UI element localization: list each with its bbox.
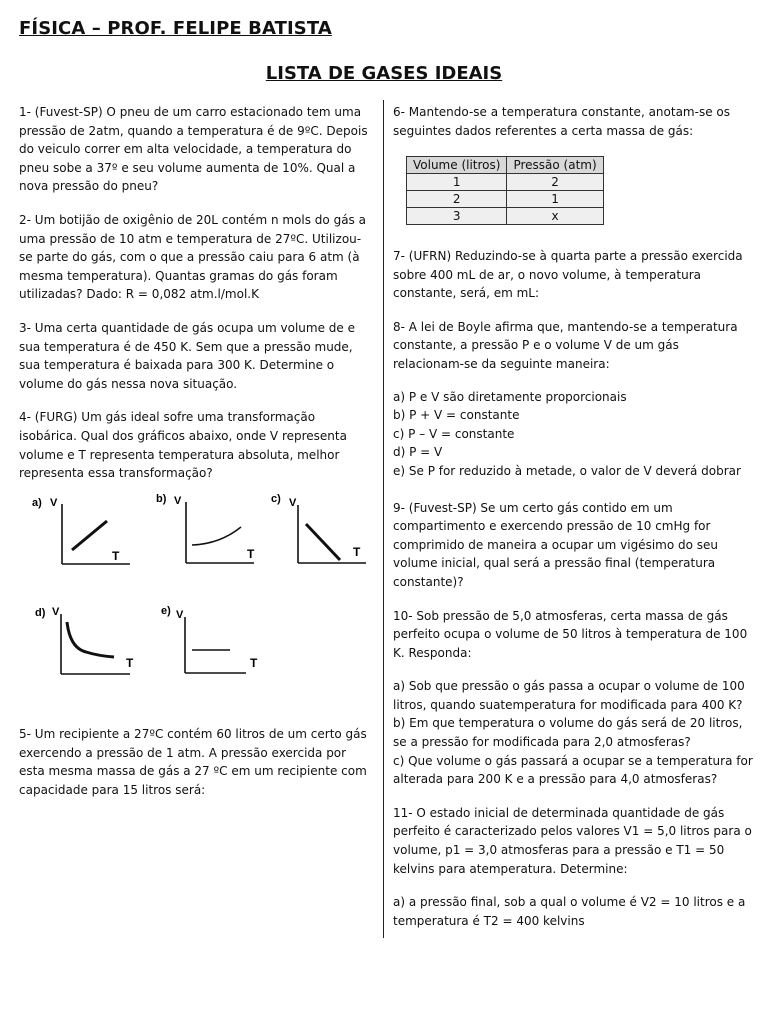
question-11-a: a) a pressão final, sob a qual o volume é V2 = 10 litros e a temperatura é T2 = 400 kelvins bbox=[393, 895, 746, 928]
table-cell: 1 bbox=[407, 174, 507, 191]
option-a: a) P e V são diretamente proporcionais bbox=[393, 389, 627, 404]
graph-c bbox=[268, 490, 378, 575]
pv-table bbox=[406, 156, 604, 225]
graph-e-axis-v: V bbox=[176, 609, 184, 621]
graph-d-axis-t: T bbox=[126, 656, 134, 670]
item-c: c) Que volume o gás passará a ocupar se a temperatura for alterada para 200 K e a pressão para 4,0 atmosferas? bbox=[393, 753, 753, 787]
question-5-block bbox=[19, 725, 374, 799]
option-b: b) P + V = constante bbox=[393, 408, 520, 423]
graph-b-axis-t: T bbox=[247, 547, 255, 561]
graph-c-label: c) bbox=[271, 493, 281, 505]
table-header: Volume (litros) bbox=[407, 157, 507, 174]
question-5: 5- Um recipiente a 27ºC contém 60 litros de um certo gás exercendo a pressão de 1 atm. A pressão exercida por esta mesma massa de gás a 27 ºC em um recipiente com capacidade para 15 litros será: bbox=[19, 727, 367, 797]
table-cell: x bbox=[507, 208, 603, 225]
graph-e bbox=[158, 600, 268, 685]
graph-e-label: e) bbox=[161, 605, 171, 617]
pv-table-header-row bbox=[407, 157, 604, 174]
graph-c-axis-t: T bbox=[353, 545, 361, 559]
table-cell: 2 bbox=[407, 191, 507, 208]
graph-a-label: a) bbox=[32, 497, 42, 509]
graph-d-label: d) bbox=[35, 607, 46, 619]
question-6: 6- Mantendo-se a temperatura constante, anotam-se os seguintes dados referentes a certa massa de gás: bbox=[393, 105, 730, 138]
table-header: Pressão (atm) bbox=[507, 157, 603, 174]
graph-a bbox=[30, 492, 140, 577]
graph-d bbox=[34, 600, 144, 685]
graph-b-axis-v: V bbox=[174, 495, 182, 507]
question-2: 2- Um botijão de oxigênio de 20L contém n mols do gás a uma pressão de 10 atm e temperatura de 27ºC. Utilizou-se parte do gás, com o que a pressão caiu para 6 atm (à mesma temperatura). Quantas gramas do gás foram utilizadas? Dado: R = 0,082 atm.l/mol.K bbox=[19, 212, 366, 302]
table-cell: 2 bbox=[507, 174, 603, 191]
table-row bbox=[407, 174, 604, 191]
question-1: 1- (Fuvest-SP) O pneu de um carro estacionado tem uma pressão de 2atm, quando a temperatura é de 9ºC. Depois do veiculo correr em alta velocidade, a temperatura do pneu sobe a 37º e seu volume aumenta de 10%. Qual a nova pressão do pneu? bbox=[19, 105, 368, 194]
question-8: 8- A lei de Boyle afirma que, mantendo-se a temperatura constante, a pressão P e o volume V de um gás relacionam-se da seguinte maneira: bbox=[393, 319, 738, 371]
graph-c-axis-v: V bbox=[289, 497, 297, 509]
graph-b-label: b) bbox=[156, 493, 167, 505]
table-cell: 1 bbox=[507, 191, 603, 208]
column-divider bbox=[383, 100, 384, 938]
graph-d-axis-v: V bbox=[52, 606, 60, 618]
question-10-items bbox=[393, 677, 753, 789]
course-title: FÍSICA – PROF. FELIPE BATISTA bbox=[19, 18, 332, 39]
table-row bbox=[407, 208, 604, 225]
graph-e-axis-t: T bbox=[250, 656, 258, 670]
question-9: 9- (Fuvest-SP) Se um certo gás contido em um compartimento e exercendo pressão de 10 cmHg for comprimido de maneira a ocupar um vigésimo do seu volume inicial, qual será a pressão final (temperatura constante)? bbox=[393, 500, 719, 589]
item-b: b) Em que temperatura o volume do gás será de 20 litros, se a pressão for modificada para 2,0 atmosferas? bbox=[393, 716, 743, 750]
question-8-options bbox=[393, 388, 753, 481]
question-11: 11- O estado inicial de determinada quantidade de gás perfeito é caracterizado pelos valores V1 = 5,0 litros para o volume, p1 = 3,0 atmosferas para a pressão e T1 = 50 kelvins para atemperatura. Determine: bbox=[393, 805, 752, 876]
graph-a-axis-v: V bbox=[50, 497, 58, 509]
option-d: d) P = V bbox=[393, 445, 443, 460]
graph-b bbox=[155, 490, 265, 575]
option-e: e) Se P for reduzido à metade, o valor de V deverá dobrar bbox=[393, 463, 741, 478]
graph-a-axis-t: T bbox=[112, 549, 120, 563]
question-7: 7- (UFRN) Reduzindo-se à quarta parte a pressão exercida sobre 400 mL de ar, o novo volume, à temperatura constante, será, em mL: bbox=[393, 249, 743, 301]
option-c: c) P – V = constante bbox=[393, 426, 515, 441]
table-row bbox=[407, 191, 604, 208]
question-10: 10- Sob pressão de 5,0 atmosferas, certa massa de gás perfeito ocupa o volume de 50 litros à temperatura de 100 K. Responda: bbox=[393, 608, 748, 660]
table-cell: 3 bbox=[407, 208, 507, 225]
left-column bbox=[19, 103, 374, 498]
item-a: a) Sob que pressão o gás passa a ocupar o volume de 100 litros, quando suatemperatura for modificada para 400 K? bbox=[393, 679, 745, 712]
right-column-body bbox=[393, 247, 753, 930]
question-4: 4- (FURG) Um gás ideal sofre uma transformação isobárica. Qual dos gráficos abaixo, onde V representa volume e T representa temperatura absoluta, melhor representa essa transformação? bbox=[19, 410, 347, 481]
question-3: 3- Uma certa quantidade de gás ocupa um volume de e sua temperatura é de 450 K. Sem que a pressão mude, sua temperatura é baixada para 300 K. Determine o volume do gás nessa nova situação. bbox=[19, 320, 355, 391]
right-column-top bbox=[393, 103, 753, 140]
list-title: LISTA DE GASES IDEAIS bbox=[265, 63, 503, 84]
